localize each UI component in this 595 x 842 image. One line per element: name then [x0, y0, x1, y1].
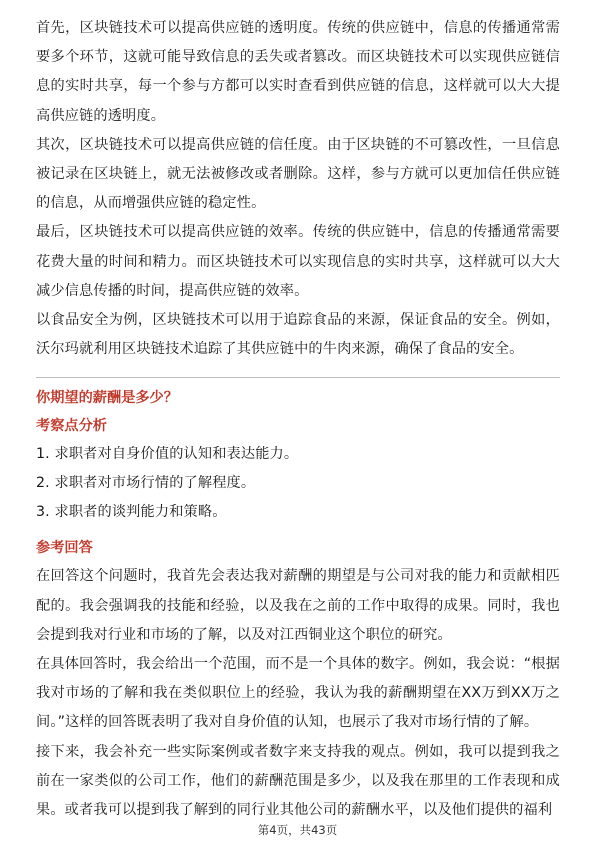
paragraph-efficiency: 最后，区块链技术可以提高供应链的效率。传统的供应链中，信息的传播通常需要花费大量的时间和精力。而区块链技术可以实现信息的实时共享，这样就可以大大减少信息传播的时间，提高供应链的效率。: [36, 224, 560, 299]
reference-paragraph: 在回答这个问题时，我首先会表达我对薪酬的期望是与公司对我的能力和贡献相匹配的。我会强调我的技能和经验，以及我在之前的工作中取得的成果。同时，我也会提到我对行业和市场的了解，以及对江西铜业这个职位的研究。: [36, 568, 560, 643]
document-page: [36, 14, 560, 825]
paragraph-trust: 其次，区块链技术可以提高供应链的信任度。由于区块链的不可篡改性，一旦信息被记录在区块链上，就无法被修改或者删除。这样，参与方就可以更加信任供应链的信息，从而增强供应链的稳定性。: [36, 136, 560, 212]
section-divider: [36, 377, 560, 378]
analysis-item: 2. 求职者对市场行情的了解程度。: [36, 475, 256, 492]
page-number-footer: 第4页，共43页: [257, 823, 338, 837]
paragraph-food-safety-example: 以食品安全为例，区块链技术可以用于追踪食品的来源，保证食品的安全。例如，沃尔玛就利用区块链技术追踪了其供应链中的牛肉来源，确保了食品的安全。: [36, 312, 560, 358]
paragraph-transparency: 首先，区块链技术可以提高供应链的透明度。传统的供应链中，信息的传播通常需要多个环节，这就可能导致信息的丢失或者篡改。而区块链技术可以实现供应链信息的实时共享，每一个参与方都可以实时查看到供应链的信息，这样就可以大大提高供应链的透明度。: [36, 20, 560, 124]
reference-paragraph: 在具体回答时，我会给出一个范围，而不是一个具体的数字。例如，我会说：“根据我对市场的了解和我在类似职位上的经验，我认为我的薪酬期望在XX万到XX万之间。”这样的回答既表明了我对自身价值的认知，也展示了我对市场行情的了解。: [36, 656, 560, 731]
question-heading: 你期望的薪酬是多少？: [36, 390, 178, 407]
analysis-item: 3. 求职者的谈判能力和策略。: [36, 504, 227, 521]
analysis-title: 考察点分析: [36, 418, 107, 435]
reference-answer-title: 参考回答: [36, 540, 93, 557]
reference-paragraph: 接下来，我会补充一些实际案例或者数字来支持我的观点。例如，我可以提到我之前在一家类似的公司工作，他们的薪酬范围是多少，以及我在那里的工作表现和成果。或者我可以提到我了解到的同行业其他公司的薪酬水平，以及他们提供的福利: [36, 743, 560, 819]
analysis-item: 1. 求职者对自身价值的认知和表达能力。: [36, 446, 299, 463]
